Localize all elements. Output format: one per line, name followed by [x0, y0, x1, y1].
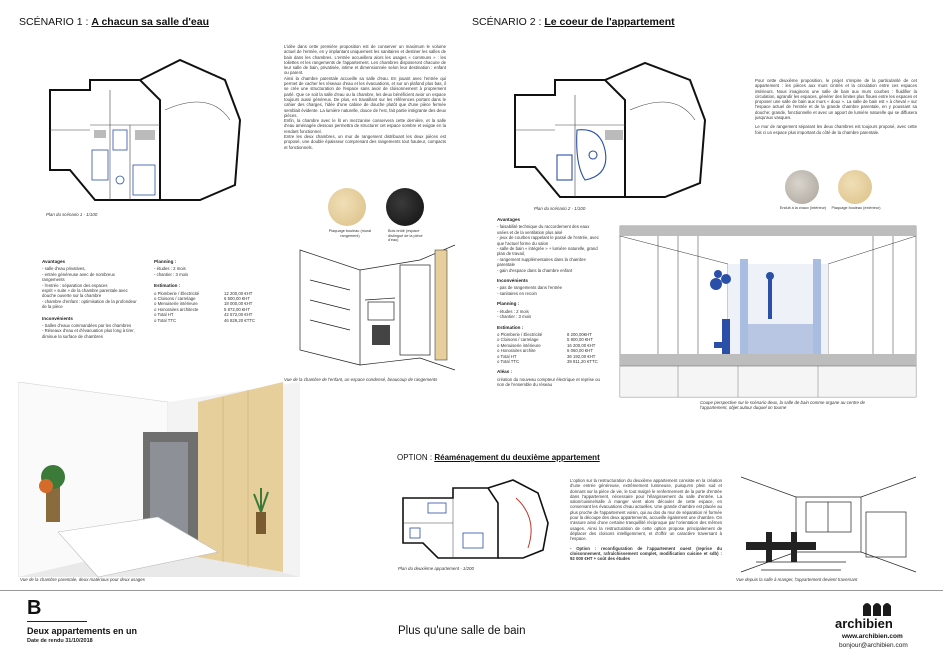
scenario2-plan [505, 55, 730, 205]
scenario1-intro [284, 44, 446, 150]
scenario1-label: SCÉNARIO 1 : [19, 16, 92, 28]
list-item: - gain d'espace dans la chambre enfant [497, 267, 573, 273]
estimation-label: o Plomberie / Électricité [497, 331, 543, 337]
footer-project: Deux appartements en un [27, 626, 138, 636]
dining-room-caption: Vue depuis la salle à manger, l'appartement devient traversant [736, 577, 858, 582]
scenario1-intro-p1: L'idée dans cette première proposition est de conserver un maximum le volume actuel de l'entrée, en y implantant uniquement les sanitaires et destiner les salles de bain dans les chambres. L'entrée accueillera alors les usages « communs » : les toilettes et les rangements de l'appartement. Les chambres disposeront chacune de leur salle de bain, privatisée, intime et dimensionnée selon leur destination : enfant ou parent. [284, 44, 446, 76]
scenario2-planning-title: Planning : [497, 301, 520, 307]
scenario2-lists [497, 214, 602, 388]
bedroom-caption: Vue de la chambre parentale, deux matériaux pour deux usages [20, 577, 145, 582]
scenario1-disadvantages-list [42, 323, 138, 339]
list-item: - études : 2 mois [154, 266, 186, 272]
list-item: - faisabilité technique du raccordement des eaux usées et de la ventilation plus aisé [497, 224, 590, 235]
scenario2-planning-list [497, 309, 602, 320]
scenario2-name: Le coeur de l'appartement [544, 16, 675, 28]
scenario1-swatch2-label: Bois brûlé (espace distingué de la pièce d'eau) [388, 229, 423, 243]
scenario1-advantages-title: Avantages [42, 259, 66, 264]
scenario2-advantages-list [497, 224, 602, 273]
estimation-value: 16 200,00 €HT [567, 342, 596, 348]
estimation-label: o Plomberie / Électricité [154, 290, 200, 296]
scenario1-planning-list [154, 266, 269, 277]
estimation-row [497, 359, 602, 364]
dining-room-sketch [736, 472, 921, 577]
scenario2-disadvantages-title: Inconvénients [497, 278, 528, 284]
option-note: - Option : reconfiguration de l'appartement ouest (reprise du cloisonnement, rafraîchissement complet, modification cuisine et sdb) : 92 000 €HT + coût des études [570, 545, 722, 562]
scenario1-estimation-list [154, 291, 269, 323]
estimation-value: 6 500,00 €HT [224, 296, 251, 302]
footer-center-title: Plus qu'une salle de bain [398, 625, 526, 637]
footer-date: Date de rendu 31/10/2018 [27, 638, 93, 644]
scenario1-title [19, 16, 209, 28]
estimation-label: o Menuiserie intérieure [154, 301, 198, 307]
estimation-label: o Cloisons / carrelage [497, 337, 539, 343]
scenario2-swatch2-label: Plaquage bouleau (extérieur) [831, 206, 881, 210]
scenario2-aside-title: Aléas : [497, 369, 513, 375]
list-item: - salle d'eau privatives, [42, 266, 86, 272]
list-item: - chantier : 3 mois [154, 271, 189, 277]
estimation-value: 8 200,00€HT [567, 331, 592, 337]
option-text [570, 478, 722, 561]
estimation-label: o Total TTC [154, 317, 177, 323]
estimation-label: o Total HT [154, 312, 174, 318]
scenario2-disadvantages-list [497, 285, 602, 296]
scenario2-intro-p2: Le mur de rangement séparant les deux chambres est toujours proposé, avec cette fois ci un espace plus important du côté de la chambre parentale. [755, 124, 917, 135]
scenario1-intro-p3: Enfin, la chambre avec le lit en mezzanine conservera cette dernière, et la salle d'eau aménagée dessous permettra de structurer cet espace sombre et exigüe en la rendant fonctionnel. [284, 118, 446, 134]
birch-exterior-swatch [838, 170, 872, 204]
estimation-value: 39 811,20 €TTC [567, 358, 598, 364]
estimation-row [154, 318, 269, 323]
list-item: - Salles d'eaux commandées par les chambres [42, 323, 132, 329]
list-item: - salle de bain « intégrée » + lumière naturelle, grand plan de travail, [497, 246, 598, 257]
footer-letter-underline [27, 621, 87, 622]
scenario1-advantages-list [42, 266, 138, 309]
scenario1-intro-p2: Ainsi la chambre parentale accueille sa salle d'eau. En jouant avec l'entrée qui permet de cacher les réseaux d'eau et les évacuations, et sur un plafond plus bas, il se crée une structuration de l'espace sans avoir de cloisonnement à proprement parlé. Que ce soit la salle d'eau ou la chambre, les deux bénéficient avoir un espace toujours aussi généreux. De plus, en travaillant sur les références portant dans le cahier des charges, l'idée d'une cabine de douche plutôt que d'une pièce fermée semblait évidente. La lumière naturelle, douce de l'est, fait partie intégrante des deux pièces. [284, 75, 446, 118]
footer-divider [0, 590, 943, 591]
scenario2-intro-p1: Pour cette deuxième proposition, le projet s'inspire de la particularité de cet appartement : les pièces aux murs cintrés et la circulation entre ces espaces intérieurs. Nous imaginons une salle de bain aux murs courbes : fluidifier la circulation, agrandir les espaces, générer des limites plus floues entre les espaces et proposer une salle de bain aux murs « doux ». La salle de bain est « à cheval » sur l'espace actuel de l'entrée et de la grande chambre parentale, en y poussant sa douche; grande, fonctionnelle et avec un apport de lumière naturelle qui se diffusera jusqu'aux vasques. [755, 78, 917, 121]
list-item: - études : 2 mois [497, 308, 529, 314]
scenario2-section-caption: Coupe perspective sur le scénario deux, la salle de bain comme organe au centre de l'appartement, objet autour duquel on tourne [700, 400, 865, 411]
estimation-value: 5 872,00 €HT [224, 306, 251, 312]
list-item: - chantier : 3 mois [497, 314, 532, 320]
list-item: - Réseaux d'eau et d'évacuation plus long à tirer, diminue la surface de chambres [42, 328, 135, 339]
option-plan [398, 478, 558, 564]
scenario1-planning [154, 256, 269, 323]
child-room-caption: Vue de la chambre de l'enfant, un espace condensé, beaucoup de rangements [284, 377, 438, 382]
list-item: - jeux de courbes rappelant le passé de l'entrée, avec que l'actuel forme du salon [497, 235, 599, 246]
footer-email[interactable]: bonjour@archibien.com [839, 642, 908, 649]
scenario2-plan-caption: Plan du scénario 2 - 1/100 [534, 206, 586, 211]
archibien-logo-icon [862, 600, 892, 616]
scenario1-disadvantages-title: Inconvénients [42, 315, 73, 321]
scenario2-section [618, 224, 918, 399]
scenario2-aside: création du nouveau compteur électrique et reprise ou non de l'ensemble du réseau [497, 376, 600, 388]
option-plan-caption: Plan du deuxième appartement - 1/200 [398, 566, 474, 571]
estimation-value: 36 192,00 €HT [567, 353, 596, 359]
footer-letter: B [27, 597, 42, 619]
scenario1-plan [30, 50, 265, 210]
estimation-value: 6 060,00 €HT [567, 348, 594, 354]
scenario1-name: A chacun sa salle d'eau [91, 16, 210, 28]
scenario2-title [472, 16, 675, 28]
scenario2-estimation-list [497, 332, 602, 364]
birch-swatch [328, 188, 366, 226]
list-item: - sanitaires en recoin [497, 290, 537, 296]
estimation-label: o Honoraires archite [497, 348, 536, 354]
list-item: esprit « suite » de la chambre parentale avec douche ouverte sur la chambre [42, 288, 128, 299]
list-item: - pas de rangements dans l'entrée [497, 285, 563, 291]
bedroom-render [18, 382, 300, 577]
estimation-label: o Honoraires architecte [154, 306, 199, 312]
list-item: - chambre d'enfant : optimisation de la profondeur de la pièce [42, 298, 137, 310]
scenario1-plan-caption: Plan du scénario 1 - 1/100 [46, 212, 98, 217]
option-name: Réaménagement du deuxième appartement [434, 453, 600, 462]
scenario1-intro-p4: Entre les deux chambres, un mur de rangement distribuant les deux pièces est proposé, une double épaisseur comprenant des rangements tout hauteur, compacts et fonctionnels. [284, 134, 446, 150]
estimation-label: o Total TTC [497, 358, 520, 364]
list-item: - l'entrée : séparation des espaces [42, 282, 108, 288]
scenario1-advantages [42, 256, 138, 339]
estimation-value: 18 000,00 €HT [224, 301, 253, 307]
option-text-body: L'option sur la restructuration du deuxième appartement consiste en la création d'une entrée généreuse, extrêmement lumineuse, puisqu'en plein sud et donnant sur la pièce de vie, le tout malgré le renfermement de la porte d'entrée dans l'appartement, nécessaire pour l'élargissement du salle d'entrée. La salon/cuisine/salle à manger vient alors découler de cette espace, en conservant les évacuations d'eau actuelles. Une grande chambre est placée au plus proche de l'appartement voisin, qui au dos du mur de séparation ré formée pour la découpe des deux appartements, accueille également une chambre. On s'assure ainsi d'une certaine tranquillité réciproque par l'orientation des mêmes usages. Ainsi la restructuration de cette option propose principalement de déplacer des cloisons intelligemment, et d'offrir un caractère traversant à l'espace. [570, 478, 722, 542]
lime-plaster-swatch [785, 170, 819, 204]
scenario2-intro [755, 78, 917, 135]
list-item: - rangement supplémentaires dans la chambre parentale [497, 256, 586, 268]
scenario1-swatch1-label: Plaquage bouleau (mural rangement) [328, 229, 372, 238]
scenario1-planning-title: Planning : [154, 259, 177, 264]
estimation-value: 5 800,00 €HT [567, 337, 594, 343]
scenario1-estimation-title: Estimation : [154, 283, 181, 289]
scenario2-estimation-title: Estimation : [497, 324, 524, 330]
burnt-wood-swatch [386, 188, 424, 226]
estimation-value: 46 829,20 €TTC [224, 317, 256, 323]
estimation-label: o Menuiserie intérieure [497, 342, 541, 348]
estimation-label: o Cloisons / carrelage [154, 296, 196, 302]
list-item: - entrée généreuse avec de nombreux rangements [42, 271, 115, 283]
option-title [397, 453, 600, 462]
scenario2-swatch1-label: Enduit à la chaux (intérieur) [779, 206, 827, 210]
child-room-sketch [290, 240, 465, 375]
option-label: OPTION : [397, 453, 435, 462]
estimation-value: 12 200,00 €HT [224, 290, 253, 296]
scenario2-advantages-title: Avantages [497, 217, 521, 222]
footer-brand: archibien [835, 616, 893, 631]
estimation-label: o Total HT [497, 353, 517, 359]
estimation-value: 42 572,00 €HT [224, 312, 253, 318]
footer-site[interactable]: www.archibien.com [842, 633, 903, 640]
scenario2-label: SCÉNARIO 2 : [472, 16, 545, 28]
